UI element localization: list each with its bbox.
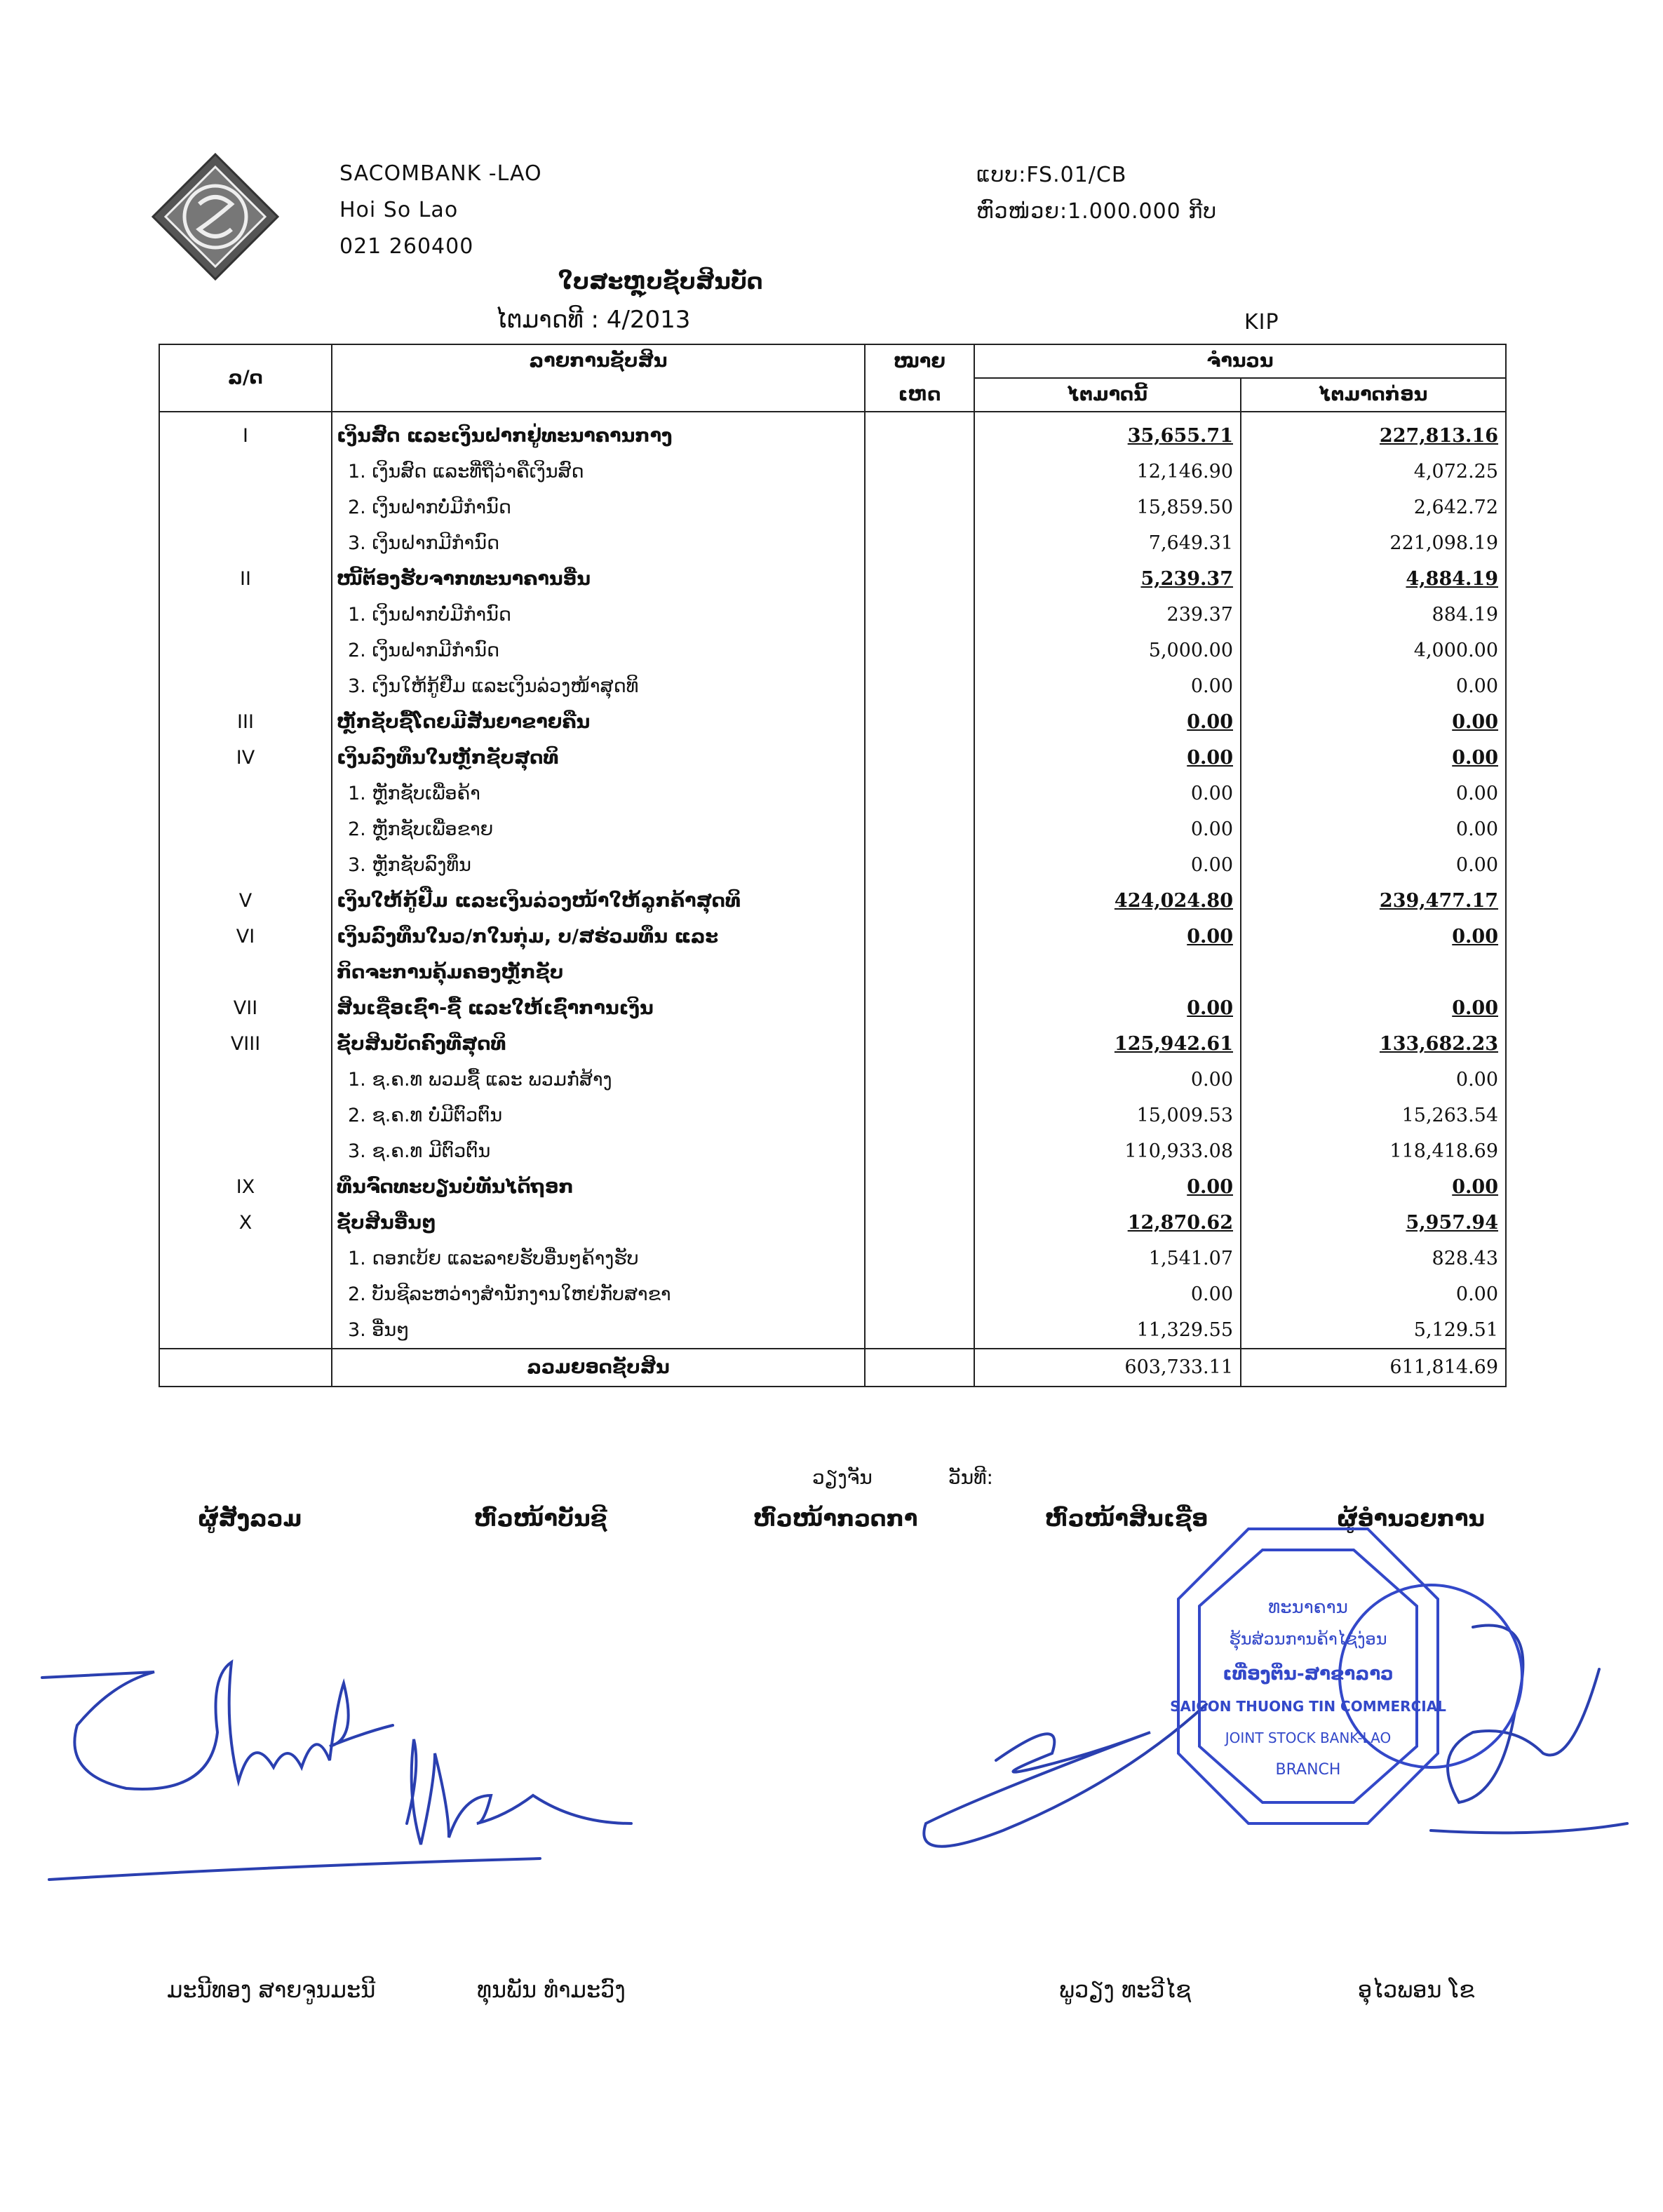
row-current-amount: 110,933.08	[974, 1133, 1241, 1169]
row-number	[159, 847, 332, 883]
row-number	[159, 776, 332, 811]
row-previous-amount: 5,129.51	[1241, 1312, 1506, 1349]
currency-label: KIP	[1244, 310, 1279, 335]
row-previous-amount: 227,813.16	[1379, 425, 1499, 447]
row-previous-amount: 0.00	[1241, 668, 1506, 704]
row-description: 1. ດອກເບ້ຍ ແລະລາຍຮັບອື່ນໆຄ້າງຮັບ	[332, 1241, 865, 1276]
row-previous-amount: 0.00	[1241, 847, 1506, 883]
row-previous-amount: 4,072.25	[1241, 454, 1506, 490]
row-previous-amount: 118,418.69	[1241, 1133, 1506, 1169]
form-code: ແບບ:FS.01/CB	[976, 163, 1127, 187]
table-row	[159, 1062, 1506, 1098]
row-number: VIII	[159, 1026, 332, 1062]
row-description: 2. ບັນຊີລະຫວ່າງສຳນັກງານໃຫຍ່ກັບສາຂາ	[332, 1276, 865, 1312]
stamp-line-6: BRANCH	[1275, 1761, 1341, 1779]
row-description: ກິດຈະການຄຸ້ມຄອງຫຼັກຊັບ	[332, 955, 865, 990]
col-header-desc: ລາຍການຊັບສິນ	[332, 344, 865, 412]
table-row	[159, 1133, 1506, 1169]
stamp-line-2: ຮຸ້ນສ່ວນການຄ້າໄຊ່ງ່ອນ	[1229, 1629, 1387, 1649]
row-number	[159, 668, 332, 704]
row-number	[159, 1098, 332, 1133]
table-row	[159, 1026, 1506, 1062]
row-number: VI	[159, 919, 332, 955]
row-number	[159, 1276, 332, 1312]
row-current-amount: 35,655.71	[1127, 425, 1233, 447]
row-number: X	[159, 1205, 332, 1241]
row-number: I	[159, 412, 332, 454]
row-description: ເງິນລົງທຶນໃນຫຼັກຊັບສຸດທິ	[332, 740, 865, 776]
table-row	[159, 1098, 1506, 1133]
table-row	[159, 919, 1506, 955]
row-previous-amount: 0.00	[1241, 1062, 1506, 1098]
row-number	[159, 955, 332, 990]
row-previous-amount: 884.19	[1241, 597, 1506, 633]
row-number	[159, 811, 332, 847]
table-row	[159, 1312, 1506, 1349]
col-header-note-2: ເຫດ	[865, 378, 974, 412]
row-description: 3. ອື່ນໆ	[332, 1312, 865, 1349]
row-number	[159, 1133, 332, 1169]
bank-name: SACOMBANK -LAO	[339, 161, 542, 186]
row-previous-amount: 221,098.19	[1241, 525, 1506, 561]
row-current-amount: 12,146.90	[974, 454, 1241, 490]
table-row	[159, 525, 1506, 561]
row-number: VII	[159, 990, 332, 1026]
stamp-line-4: SAIGON THUONG TIN COMMERCIAL	[1170, 1698, 1446, 1715]
bank-address: Hoi So Lao	[339, 198, 459, 222]
table-row	[159, 990, 1506, 1026]
table-row	[159, 597, 1506, 633]
table-row	[159, 668, 1506, 704]
row-number: V	[159, 883, 332, 919]
row-description: ເງິນລົງທຶນໃນວ/ກໃນກຸ່ມ, ບ/ສຮ່ວມທຶນ ແລະ	[332, 919, 865, 955]
bank-phone: 021 260400	[339, 234, 474, 259]
row-number	[159, 633, 332, 668]
table-row	[159, 633, 1506, 668]
table-row	[159, 883, 1506, 919]
row-previous-amount: 4,884.19	[1406, 568, 1499, 590]
row-description: 3. ຊ.ຄ.ທ ມີຕົວຕົນ	[332, 1133, 865, 1169]
row-current-amount: 0.00	[1187, 926, 1233, 947]
unit-label: ຫົວໜ່ວຍ:1.000.000 ກີບ	[976, 199, 1218, 224]
row-number: IX	[159, 1169, 332, 1205]
table-row	[159, 1241, 1506, 1276]
total-current: 603,733.11	[974, 1349, 1241, 1387]
document-title: ໃບສະຫຼຸບຊັບສິນບັດ	[558, 268, 763, 295]
row-number	[159, 1241, 332, 1276]
row-previous-amount: 4,000.00	[1241, 633, 1506, 668]
row-description: 2. ເງິນຝາກບໍ່ມີກຳນົດ	[332, 490, 865, 525]
stamp-line-5: JOINT STOCK BANK-LAO	[1225, 1729, 1392, 1746]
signatory-name-chief-credit: ພູວຽງ ທະວີໄຊ	[1059, 1976, 1192, 2003]
row-number	[159, 454, 332, 490]
signatory-name-director: ອຸໄວພອນ ໂຂ	[1358, 1976, 1475, 2003]
total-row	[159, 1349, 1506, 1387]
col-header-previous: ໄຕມາດກ່ອນ	[1241, 378, 1506, 412]
table-row	[159, 776, 1506, 811]
row-number: II	[159, 561, 332, 597]
row-number	[159, 525, 332, 561]
row-previous-amount: 15,263.54	[1241, 1098, 1506, 1133]
table-row	[159, 490, 1506, 525]
signatory-name-chief-accountant: ທຸນພັນ ທຳມະວົງ	[477, 1976, 626, 2003]
row-description: 1. ຫຼັກຊັບເພື່ອຄ້າ	[332, 776, 865, 811]
row-previous-amount: 0.00	[1452, 926, 1499, 947]
row-description: 3. ເງິນຝາກມີກຳນົດ	[332, 525, 865, 561]
table-row	[159, 1169, 1506, 1205]
row-description: ທຶນຈົດທະບຽນບໍ່ທັນໄດ້ຖອກ	[332, 1169, 865, 1205]
period-label: ໄຕມາດທີ : 4/2013	[495, 306, 691, 334]
row-previous-amount: 2,642.72	[1241, 490, 1506, 525]
row-previous-amount: 0.00	[1241, 811, 1506, 847]
balance-sheet-table	[159, 344, 1507, 1387]
row-previous-amount: 0.00	[1241, 1276, 1506, 1312]
col-header-amount: ຈຳນວນ	[974, 344, 1506, 378]
signatory-name-compiler: ມະນີທອງ ສາຍຈູນມະນີ	[167, 1976, 376, 2003]
row-description: 3. ເງິນໃຫ້ກູ້ຢືມ ແລະເງິນລ່ວງໜ້າສຸດທິ	[332, 668, 865, 704]
row-previous-amount: 133,682.23	[1379, 1033, 1499, 1055]
row-description: ເງິນສົດ ແລະເງິນຝາກຢູ່ທະນາຄານກາງ	[332, 412, 865, 454]
row-previous-amount: 5,957.94	[1406, 1212, 1499, 1234]
row-previous-amount: 828.43	[1241, 1241, 1506, 1276]
row-current-amount: 11,329.55	[974, 1312, 1241, 1349]
row-current-amount: 0.00	[974, 847, 1241, 883]
row-current-amount: 7,649.31	[974, 525, 1241, 561]
row-description: 2. ເງິນຝາກມີກຳນົດ	[332, 633, 865, 668]
row-current-amount: 0.00	[1187, 747, 1233, 769]
row-current-amount: 0.00	[974, 1276, 1241, 1312]
row-description: 1. ເງິນສົດ ແລະທີ່ຖືວ່າຄືເງິນສົດ	[332, 454, 865, 490]
bank-logo	[150, 151, 281, 282]
stamp-text	[1170, 1597, 1446, 1779]
table-row	[159, 955, 1506, 990]
col-header-no: ລ/ດ	[159, 344, 332, 412]
row-current-amount: 0.00	[1187, 711, 1233, 733]
stamp-line-3: ເທື່ອງຕິ່ນ-ສາຂາລາວ	[1223, 1664, 1394, 1685]
total-label: ລວມຍອດຊັບສິນ	[332, 1349, 865, 1387]
row-current-amount: 239.37	[974, 597, 1241, 633]
signatory-title-chief-auditor: ຫົວໜ້າກວດກາ	[753, 1505, 918, 1532]
row-description: 3. ຫຼັກຊັບລົງທຶນ	[332, 847, 865, 883]
row-description: 2. ຫຼັກຊັບເພື່ອຂາຍ	[332, 811, 865, 847]
row-description: 1. ຊ.ຄ.ທ ພວມຊື້ ແລະ ພວມກໍ່ສ້າງ	[332, 1062, 865, 1098]
row-current-amount: 15,859.50	[974, 490, 1241, 525]
row-previous-amount: 0.00	[1452, 997, 1499, 1019]
row-description: ໜີ້ຕ້ອງຮັບຈາກທະນາຄານອື່ນ	[332, 561, 865, 597]
row-current-amount: 0.00	[974, 1062, 1241, 1098]
table-row	[159, 847, 1506, 883]
row-current-amount: 0.00	[1187, 1176, 1233, 1198]
row-previous-amount: 0.00	[1452, 1176, 1499, 1198]
row-previous-amount: 0.00	[1452, 747, 1499, 769]
row-current-amount: 0.00	[974, 668, 1241, 704]
row-current-amount: 125,942.61	[1114, 1033, 1233, 1055]
row-number	[159, 490, 332, 525]
row-current-amount: 424,024.80	[1114, 890, 1233, 912]
row-current-amount: 0.00	[1187, 997, 1233, 1019]
row-number	[159, 1312, 332, 1349]
row-number: IV	[159, 740, 332, 776]
row-current-amount: 1,541.07	[974, 1241, 1241, 1276]
place-label: ວຽງຈັນ	[812, 1466, 873, 1489]
date-label: ວັນທີ:	[948, 1466, 993, 1489]
signature-marks	[42, 1626, 1627, 1880]
table-row	[159, 1276, 1506, 1312]
table-row	[159, 704, 1506, 740]
row-previous-amount: 0.00	[1452, 711, 1499, 733]
signatory-title-compiler: ຜູ້ສັງລວມ	[198, 1505, 302, 1532]
row-number: III	[159, 704, 332, 740]
table-row	[159, 561, 1506, 597]
row-current-amount: 15,009.53	[974, 1098, 1241, 1133]
stamp-line-1: ທະນາຄານ	[1268, 1597, 1348, 1618]
table-row	[159, 740, 1506, 776]
row-current-amount: 0.00	[974, 776, 1241, 811]
table-row	[159, 811, 1506, 847]
row-number	[159, 1062, 332, 1098]
row-current-amount: 12,870.62	[1127, 1212, 1233, 1234]
row-previous-amount: 239,477.17	[1379, 890, 1499, 912]
official-stamp	[1178, 1529, 1522, 1823]
row-description: 1. ເງິນຝາກບໍ່ມີກຳນົດ	[332, 597, 865, 633]
row-description: ຊັບສິນອື່ນໆ	[332, 1205, 865, 1241]
table-row	[159, 1205, 1506, 1241]
row-description: 2. ຊ.ຄ.ທ ບໍ່ມີຕົວຕົນ	[332, 1098, 865, 1133]
table-row	[159, 412, 1506, 454]
row-description: ຊັບສິນບັດຄົງທີ່ສຸດທິ	[332, 1026, 865, 1062]
total-previous: 611,814.69	[1241, 1349, 1506, 1387]
row-current-amount: 0.00	[974, 811, 1241, 847]
signatory-title-chief-credit: ຫົວໜ້າສິນເຊື່ອ	[1045, 1505, 1208, 1532]
row-previous-amount: 0.00	[1241, 776, 1506, 811]
row-current-amount: 5,000.00	[974, 633, 1241, 668]
row-description: ເງິນໃຫ້ກູ້ຢືມ ແລະເງິນລ່ວງໜ້າໃຫ້ລູກຄ້າສຸດທິ	[332, 883, 865, 919]
col-header-note-1: ໝາຍ	[865, 344, 974, 378]
table-row	[159, 454, 1506, 490]
col-header-current: ໄຕມາດນີ້	[974, 378, 1241, 412]
row-description: ຫຼັກຊັບຊື້ໂດຍມີສັນຍາຂາຍຄືນ	[332, 704, 865, 740]
row-description: ສິນເຊື່ອເຊົ່າ-ຊື້ ແລະໃຫ້ເຊົ່າການເງິນ	[332, 990, 865, 1026]
row-number	[159, 597, 332, 633]
signatory-title-director: ຜູ້ອຳນວຍການ	[1337, 1505, 1485, 1532]
signatory-title-chief-accountant: ຫົວໜ້າບັນຊີ	[474, 1505, 607, 1532]
row-current-amount: 5,239.37	[1140, 568, 1233, 590]
